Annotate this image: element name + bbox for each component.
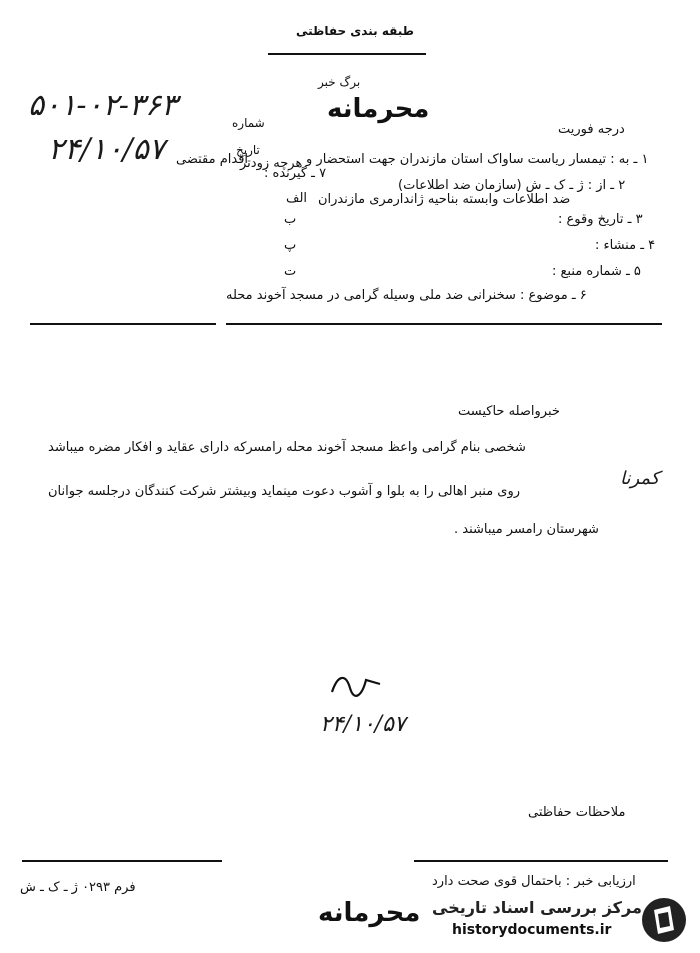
fields-divider-left (30, 323, 216, 325)
body-line-2: روی منبر اهالی را به بلوا و آشوب دعوت مینماید وبیشتر شرکت کنندگان درجلسه جوانان (48, 484, 521, 499)
handwritten-date: ۲۴/۱۰/۵۷ (48, 132, 165, 167)
notes-label: ملاحظات حفاظتی (528, 805, 626, 820)
field-topic: ۶ ـ موضوع : سخنرانی ضد ملی وسیله گرامی در مسجد آخوند محله (226, 288, 587, 303)
archive-logo-icon (640, 896, 688, 944)
letter-p: پ (284, 238, 297, 253)
watermark-persian: مرکز بررسی اسناد تاریخی (432, 898, 642, 917)
form-number: فرم ۰۲۹۳ ژ ـ ک ـ ش (20, 880, 136, 895)
footer-divider-left (22, 860, 222, 862)
field-related-unit: ضد اطلاعات وابسته بناحیه ژاندارمری مازندران (318, 192, 571, 207)
urgency-label: درجه فوریت (558, 122, 625, 137)
signature-date: ۲۴/۱۰/۵۷ (320, 712, 406, 737)
fields-divider-right (226, 323, 662, 325)
letter-b: ب (284, 212, 297, 227)
field-event-date: ۳ ـ تاریخ وقوع : (558, 212, 643, 227)
urgency-value: هرچه زودتر (240, 156, 303, 171)
letter-a: الف (286, 191, 308, 206)
action-label: اقدام مقتضی (176, 152, 249, 167)
date-label: تاریخ (236, 143, 260, 157)
field-from: ۲ ـ از : ژ ـ ک ـ ش (سازمان ضد اطلاعات) (398, 178, 626, 193)
body-line-1: شخصی بنام گرامی واعظ مسجد آخوند محله رامسرکه دارای عقاید و افکار مضره میباشد (48, 440, 526, 455)
signature-mark (328, 670, 384, 700)
header-divider (268, 53, 426, 55)
classification-label: طبقه بندی حفاظتی (296, 24, 414, 38)
field-source-number: ۵ ـ شماره منبع : (552, 264, 641, 279)
confidential-title: محرمانه (327, 94, 430, 124)
body-heading: خبرواصله حاکیست (458, 404, 560, 419)
footer-divider-right (414, 860, 668, 862)
number-label: شماره (232, 116, 265, 130)
handwritten-number: ۵۰۱-۰۲-۳۶۳ (28, 88, 178, 123)
form-title: برگ خبر (318, 75, 361, 89)
evaluation-text: ارزیابی خبر : باحتمال قوی صحت دارد (432, 874, 636, 889)
watermark-url: historydocuments.ir (452, 922, 612, 938)
field-receiver: ۷ ـ گیرنده : (264, 166, 327, 181)
body-annotation: کمرنا (620, 468, 660, 489)
field-to: ۱ ـ به : تیمسار ریاست ساواک استان مازندران جهت استحضار و (306, 152, 649, 167)
footer-confidential: محرمانه (318, 898, 421, 928)
letter-t: ت (284, 264, 297, 279)
field-origin: ۴ ـ منشاء : (595, 238, 656, 253)
body-line-3: شهرستان رامسر میباشند . (454, 522, 599, 537)
